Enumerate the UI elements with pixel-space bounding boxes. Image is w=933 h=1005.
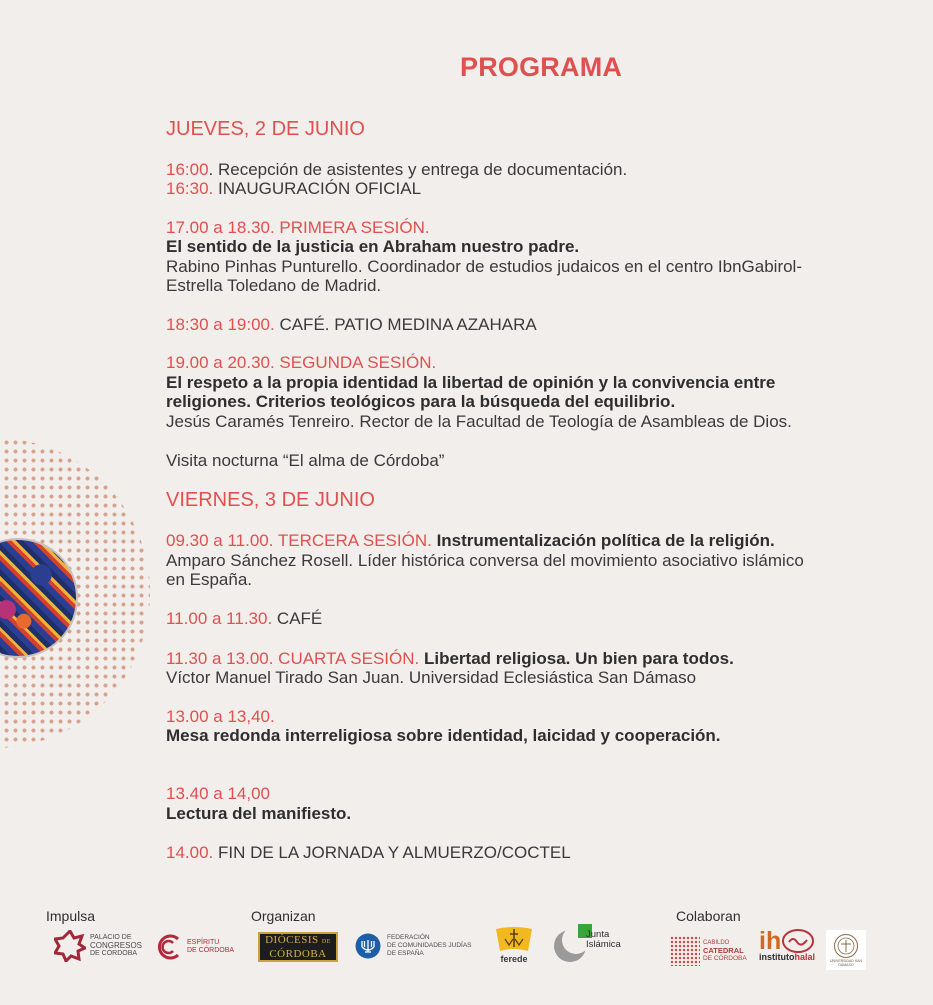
roundtable-time: 13.00 a 13,40. <box>166 707 275 726</box>
inauguration-time: 16:30. <box>166 179 214 198</box>
session2-speaker: Jesús Caramés Tenreiro. Rector de la Facultad de Teología de Asambleas de Dios. <box>166 412 792 431</box>
halal-badge-icon <box>781 928 815 954</box>
footer-impulsa-label: Impulsa <box>46 908 96 924</box>
diocesis-de: DE <box>321 938 331 945</box>
session3-speaker-line1: Amparo Sánchez Rosell. Líder histórica conversa del movimiento asociativo islámico <box>166 551 804 570</box>
federacion-judias-logo <box>355 933 472 959</box>
coffee1-line <box>166 315 537 334</box>
palacio-congresos-logo <box>54 930 142 962</box>
halal-text-1: instituto <box>759 952 795 962</box>
diocesis-line2: CÓRDOBA <box>269 947 327 960</box>
junta-line2: Islámica <box>586 939 621 950</box>
session3-title: Instrumentalización política de la religión. <box>431 531 775 550</box>
session1-speaker-line2: Estrella Toledano de Madrid. <box>166 276 382 295</box>
day1-heading: JUEVES, 2 DE JUNIO <box>166 118 365 140</box>
roundtable-title: Mesa redonda interreligiosa sobre identidad, laicidad y cooperación. <box>166 726 721 745</box>
day2-heading: VIERNES, 3 DE JUNIO <box>166 489 375 511</box>
session4-line <box>166 649 734 668</box>
end-text: FIN DE LA JORNADA Y ALMUERZO/COCTEL <box>213 843 571 862</box>
cabildo-line2: CATEDRAL <box>703 946 744 956</box>
san-damaso-seal-icon <box>833 933 859 959</box>
cabildo-line1: CABILDO <box>703 939 730 946</box>
coffee1-time: 18:30 a 19:00. <box>166 315 275 334</box>
espiritu-swirl-icon <box>154 933 184 961</box>
espiritu-cordoba-logo <box>154 933 234 961</box>
reception-time: 16:00 <box>166 160 209 179</box>
inauguration-line <box>166 179 421 198</box>
footer-colaboran-label: Colaboran <box>676 908 741 924</box>
coffee2-line <box>166 609 322 628</box>
manifesto-time: 13.40 a 14,00 <box>166 784 270 803</box>
session1-title: El sentido de la justicia en Abraham nuestro padre. <box>166 237 580 256</box>
espiritu-line1: ESPÍRITU <box>187 939 220 946</box>
session1-speaker-line1: Rabino Pinhas Punturello. Coordinador de estudios judaicos en el centro IbnGabirol- <box>166 257 802 276</box>
palacio-star-icon <box>54 930 86 962</box>
san-damaso-logo <box>826 930 866 970</box>
page-title: PROGRAMA <box>460 52 623 82</box>
menorah-icon <box>355 933 381 959</box>
ferede-logo <box>494 925 534 964</box>
session2-title-line1: El respeto a la propia identidad la libertad de opinión y la convivencia entre <box>166 373 776 392</box>
night-visit: Visita nocturna “El alma de Córdoba” <box>166 451 445 470</box>
end-time: 14.00. <box>166 843 214 862</box>
fcje-line3: DE ESPAÑA <box>387 950 424 957</box>
inauguration-text: INAUGURACIÓN OFICIAL <box>213 179 422 198</box>
diocesis-cordoba-logo <box>258 932 338 962</box>
cabildo-line3: DE CÓRDOBA <box>703 954 747 962</box>
fcje-line2: DE COMUNIDADES JUDÍAS <box>387 942 472 949</box>
cabildo-catedral-logo <box>670 936 747 966</box>
reception-text: . Recepción de asistentes y entrega de documentación. <box>208 160 628 179</box>
coffee1-text: CAFÉ. PATIO MEDINA AZAHARA <box>274 315 537 334</box>
espiritu-line2: DE CÓRDOBA <box>187 947 235 954</box>
diocesis-line1: DIÓCESIS <box>265 933 319 946</box>
coffee2-text: CAFÉ <box>272 609 323 628</box>
halal-ih: ih <box>759 927 782 955</box>
cabildo-pattern-icon <box>670 936 700 966</box>
coffee2-time: 11.00 a 11.30. <box>166 609 273 628</box>
junta-line1: Junta <box>586 929 610 940</box>
end-line <box>166 843 571 862</box>
session3-line <box>166 531 775 550</box>
session4-title: Libertad religiosa. Un bien para todos. <box>419 649 734 668</box>
session2-title-line2: religiones. Criterios teológicos para la búsqueda del equilibrio. <box>166 392 676 411</box>
palacio-line1: PALACIO DE <box>90 934 132 941</box>
halal-text-2: halal <box>794 952 816 962</box>
junta-islamica-logo <box>548 922 621 964</box>
palacio-line3: DE CÓRDOBA <box>90 950 138 957</box>
session3-speaker-line2: en España. <box>166 570 253 589</box>
instituto-halal-logo <box>759 928 815 962</box>
san-damaso-text: UNIVERSIDAD SAN DÁMASO <box>829 959 863 967</box>
palacio-line2: CONGRESOS <box>90 941 143 950</box>
session4-speaker: Víctor Manuel Tirado San Juan. Universidad Eclesiástica San Dámaso <box>166 668 697 687</box>
manifesto-title: Lectura del manifiesto. <box>166 804 352 823</box>
session2-header: 19.00 a 20.30. SEGUNDA SESIÓN. <box>166 353 437 372</box>
footer-organizan-label: Organizan <box>251 908 316 924</box>
session4-header: 11.30 a 13.00. CUARTA SESIÓN. <box>166 649 420 668</box>
reception-line <box>166 160 627 179</box>
ferede-book-icon <box>494 925 534 955</box>
fcje-line1: FEDERACIÓN <box>387 934 430 941</box>
session3-header: 09.30 a 11.00. TERCERA SESIÓN. <box>166 531 432 550</box>
ferede-label: ferede <box>500 954 528 964</box>
session1-header: 17.00 a 18.30. PRIMERA SESIÓN. <box>166 218 430 237</box>
